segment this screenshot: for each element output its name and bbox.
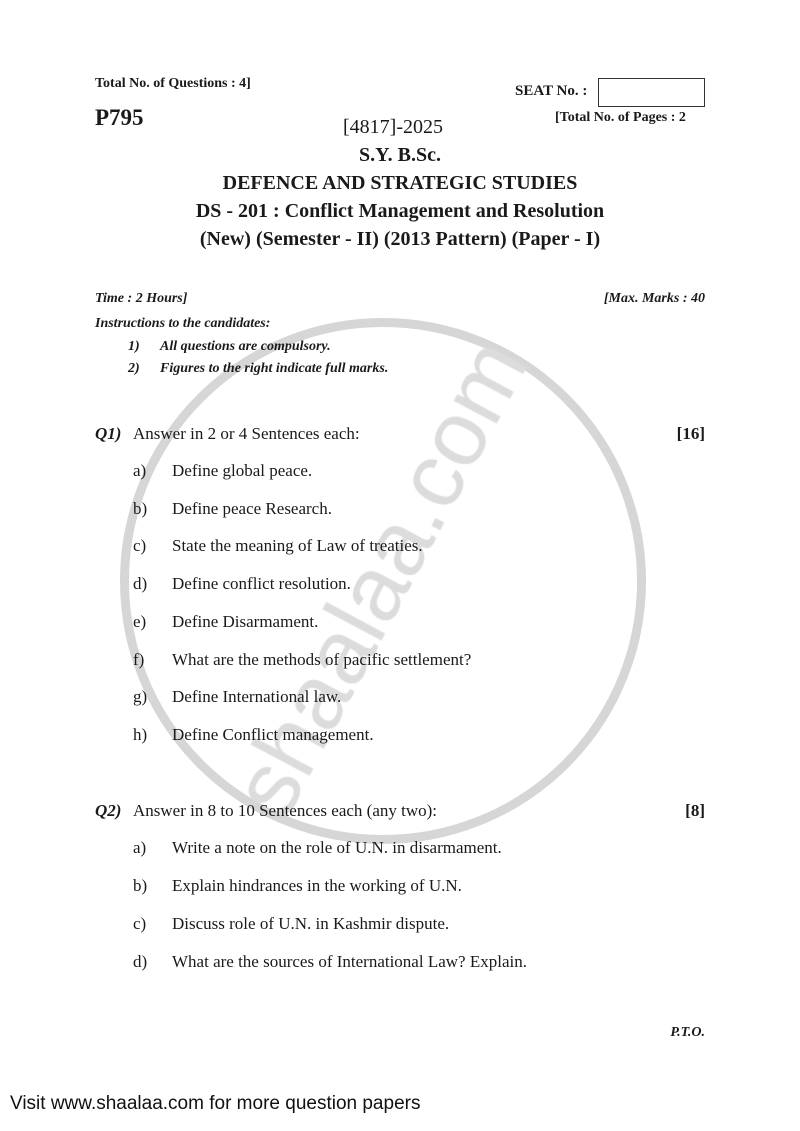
item-text: Define International law. <box>172 687 342 707</box>
question-prompt: Answer in 2 or 4 Sentences each: <box>133 424 360 443</box>
item-letter: g) <box>133 687 148 707</box>
time: Time : 2 Hours] <box>95 291 188 306</box>
item-letter: c) <box>133 536 147 556</box>
item-text: Discuss role of U.N. in Kashmir dispute. <box>172 914 450 933</box>
item-text: Define global peace. <box>172 461 313 480</box>
item-text: What are the methods of pacific settlement? <box>172 649 472 669</box>
item-text: Write a note on the role of U.N. in disarmament. <box>172 838 502 857</box>
item-letter: b) <box>133 498 148 518</box>
paper-code: P795 <box>95 105 144 130</box>
item-text: State the meaning of Law of treaties. <box>172 536 423 556</box>
item-letter: f) <box>133 649 145 669</box>
exam-code: [4817]-2025 <box>343 116 443 138</box>
footer-link-text[interactable]: Visit www.shaalaa.com for more question papers <box>10 1093 421 1114</box>
instruction-text: All questions are compulsory. <box>160 339 331 354</box>
item-text: Explain hindrances in the working of U.N. <box>172 876 462 895</box>
instructions-title: Instructions to the candidates: <box>95 316 271 331</box>
item-letter: a) <box>133 461 147 480</box>
item-text: Define conflict resolution. <box>172 574 351 594</box>
seat-number-box <box>598 78 705 107</box>
instruction-text: Figures to the right indicate full marks. <box>160 361 389 376</box>
item-text: What are the sources of International Law? Explain. <box>172 952 527 971</box>
item-letter: d) <box>133 952 148 971</box>
item-letter: d) <box>133 574 148 594</box>
pto: P.T.O. <box>670 1025 705 1040</box>
course: S.Y. B.Sc. <box>358 144 442 166</box>
item-letter: b) <box>133 876 148 895</box>
item-text: Define Disarmament. <box>172 611 319 631</box>
seat-label: SEAT No. : <box>515 83 588 99</box>
item-letter: a) <box>133 838 147 857</box>
item-letter: e) <box>133 611 147 631</box>
total-questions: Total No. of Questions : 4] <box>95 76 251 91</box>
item-text: Define peace Research. <box>172 498 332 518</box>
item-letter: c) <box>133 914 147 933</box>
max-marks: [Max. Marks : 40 <box>603 291 705 306</box>
item-letter: h) <box>133 724 148 744</box>
question-marks: [16] <box>676 424 705 443</box>
question-number: Q2) <box>95 801 122 820</box>
subject: DEFENCE AND STRATEGIC STUDIES <box>222 172 578 194</box>
instruction-num: 2) <box>128 361 140 376</box>
instruction-num: 1) <box>128 339 140 354</box>
paper-details: (New) (Semester - II) (2013 Pattern) (Paper - I) <box>199 228 601 250</box>
question-prompt: Answer in 8 to 10 Sentences each (any two): <box>133 801 438 820</box>
total-pages: [Total No. of Pages : 2 <box>555 110 686 125</box>
question-number: Q1) <box>95 424 122 443</box>
question-marks: [8] <box>685 801 705 820</box>
item-text: Define Conflict management. <box>172 724 374 744</box>
paper-title: DS - 201 : Conflict Management and Resolution <box>195 200 605 222</box>
